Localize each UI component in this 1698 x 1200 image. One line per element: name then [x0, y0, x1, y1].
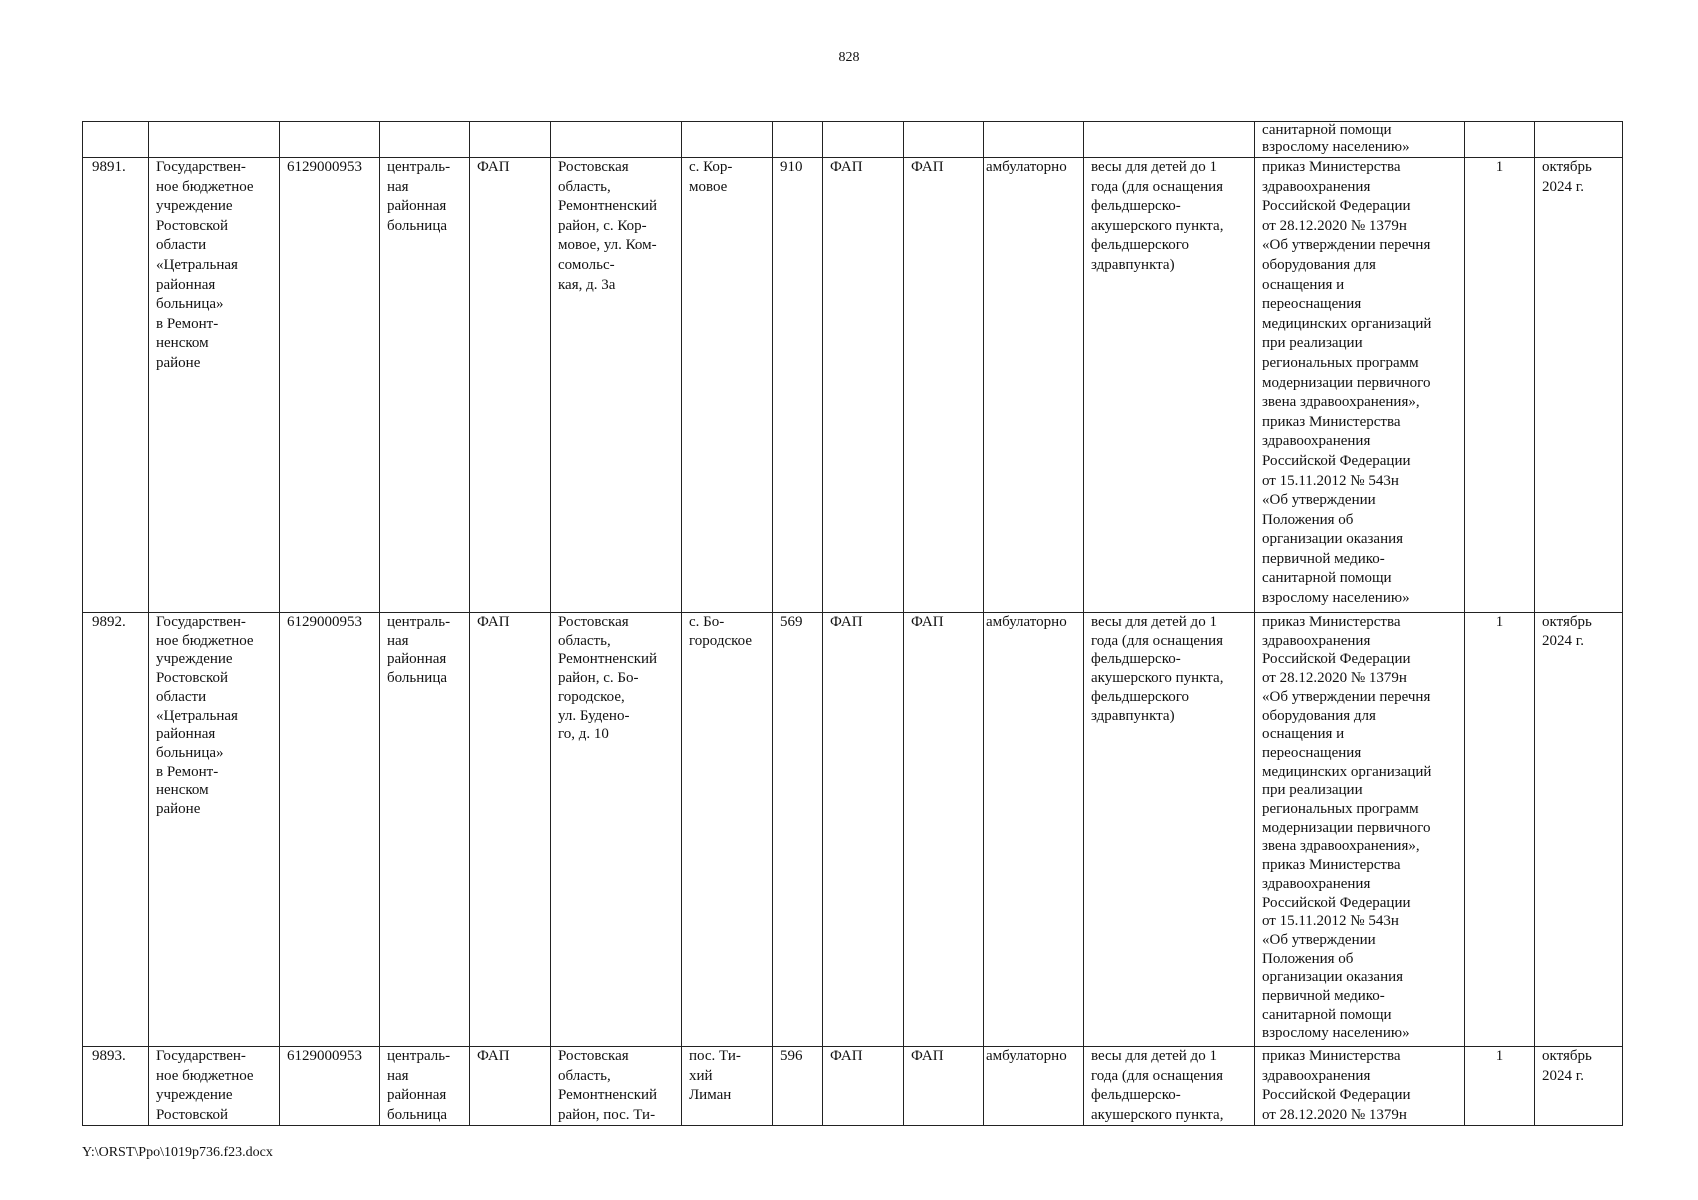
organization-line: ненском	[156, 782, 209, 799]
equipment-line: года (для оснащения	[1091, 632, 1224, 649]
cell-type	[380, 1047, 470, 1126]
order-line: приказ Министерства	[1262, 857, 1401, 874]
cell-settlement	[682, 613, 773, 1047]
date-line: 2024 г.	[1542, 1067, 1584, 1084]
type-line: больница	[387, 670, 447, 687]
cell-inn: 6129000953	[280, 1047, 380, 1126]
address-line: городское,	[558, 688, 625, 705]
date-line: 2024 г.	[1542, 178, 1584, 195]
cell-date	[1535, 613, 1623, 1047]
settlement-line: городское	[689, 632, 753, 649]
equipment-line: фельдшерско-	[1091, 198, 1181, 215]
settlement-line: с. Кор-	[689, 159, 733, 175]
organization-line: в Ремонт-	[156, 315, 219, 332]
order-line: от 15.11.2012 № 543н	[1262, 472, 1399, 489]
address-line: Ростовская	[558, 1048, 629, 1064]
organization-line: «Цетральная	[156, 256, 238, 273]
address-line: сомольс-	[558, 256, 615, 273]
equipment-line: акушерского пункта,	[1091, 1106, 1224, 1123]
organization-line: больница»	[156, 296, 224, 313]
order-line: от 15.11.2012 № 543н	[1262, 913, 1399, 930]
equipment-line: фельдшерско-	[1091, 1087, 1181, 1104]
table-row	[83, 613, 1623, 1047]
cell-address	[551, 122, 682, 158]
order-line: при реализации	[1262, 335, 1363, 352]
date-line: октябрь	[1542, 614, 1592, 630]
order-line: приказ Министерства	[1262, 614, 1401, 630]
address-line: район, пос. Ти-	[558, 1106, 656, 1123]
cell-equipment	[1084, 613, 1255, 1047]
cell-type	[380, 613, 470, 1047]
cell-population: 569	[773, 613, 823, 1047]
cell-address	[551, 158, 682, 613]
cell-unit-type-2	[904, 122, 984, 158]
equipment-line: фельдшерского	[1091, 688, 1190, 705]
organization-line: ное бюджетное	[156, 178, 254, 195]
order-line: оснащения и	[1262, 276, 1345, 293]
equipment-line: года (для оснащения	[1091, 178, 1224, 195]
organization-line: учреждение	[156, 1087, 233, 1104]
order-line: модернизации первичного	[1262, 819, 1431, 836]
order-line: региональных программ	[1262, 801, 1419, 818]
order-line: здравоохранения	[1262, 178, 1371, 195]
equipment-line: года (для оснащения	[1091, 1067, 1224, 1084]
equipment-line: весы для детей до 1	[1091, 159, 1217, 175]
organization-line: районе	[156, 354, 201, 371]
settlement-line: Лиман	[689, 1087, 732, 1104]
equipment-line: здравпункта)	[1091, 256, 1175, 273]
cell-address	[551, 1047, 682, 1126]
order-line: здравоохранения	[1262, 433, 1371, 450]
cell-unit-type-2: ФАП	[904, 613, 984, 1047]
equipment-line: фельдшерского	[1091, 237, 1190, 254]
cell-equipment	[1084, 122, 1255, 158]
order-line: медицинских организаций	[1262, 315, 1432, 332]
cell-address	[551, 613, 682, 1047]
order-line: от 28.12.2020 № 1379н	[1262, 1106, 1407, 1123]
cell-equipment	[1084, 1047, 1255, 1126]
cell-inn: 6129000953	[280, 158, 380, 613]
organization-line: области	[156, 237, 207, 254]
cell-date	[1535, 122, 1623, 158]
address-line: Ростовская	[558, 614, 629, 630]
organization-line: учреждение	[156, 198, 233, 215]
cell-type	[380, 122, 470, 158]
cell-type	[380, 158, 470, 613]
cell-quantity: 1	[1465, 613, 1535, 1047]
cell-conditions: амбулаторно	[984, 158, 1084, 613]
address-line: Ремонтненский	[558, 198, 658, 215]
type-line: больница	[387, 217, 447, 234]
address-line: Ремонтненский	[558, 1087, 658, 1104]
table-row	[83, 1047, 1623, 1126]
cell-population	[773, 122, 823, 158]
cell-inn	[280, 122, 380, 158]
order-line: Положения об	[1262, 950, 1354, 967]
address-line: область,	[558, 1067, 611, 1084]
cell-quantity	[1465, 122, 1535, 158]
order-line: взрослому населению»	[1262, 1025, 1410, 1042]
organization-line: районная	[156, 726, 216, 743]
order-line: от 28.12.2020 № 1379н	[1262, 670, 1407, 687]
order-line: Положения об	[1262, 511, 1354, 528]
address-line: Ремонтненский	[558, 651, 658, 668]
settlement-line: хий	[689, 1067, 713, 1084]
order-line: Российской Федерации	[1262, 198, 1411, 215]
cell-unit-type: ФАП	[823, 158, 904, 613]
cell-unit: ФАП	[470, 613, 551, 1047]
cell-unit-type-2: ФАП	[904, 1047, 984, 1126]
order-line: от 28.12.2020 № 1379н	[1262, 217, 1407, 234]
address-line: мовое, ул. Ком-	[558, 237, 657, 254]
cell-date	[1535, 158, 1623, 613]
order-line: организации оказания	[1262, 531, 1404, 548]
address-line: область,	[558, 632, 611, 649]
address-line: ул. Будено-	[558, 707, 630, 724]
table-body	[83, 122, 1623, 1126]
address-line: кая, д. 3а	[558, 276, 616, 293]
equipment-line: весы для детей до 1	[1091, 1048, 1217, 1064]
cell-population: 596	[773, 1047, 823, 1126]
type-line: централь-	[387, 1048, 451, 1064]
organization-line: Государствен-	[156, 614, 246, 630]
address-line: Ростовская	[558, 159, 629, 175]
cell-conditions: амбулаторно	[984, 1047, 1084, 1126]
cell-num	[83, 122, 149, 158]
type-line: районная	[387, 1087, 447, 1104]
cell-num: 9892.	[83, 613, 149, 1047]
settlement-line: пос. Ти-	[689, 1048, 741, 1064]
order-line: медицинских организаций	[1262, 763, 1432, 780]
order-line: организации оказания	[1262, 969, 1404, 986]
cell-quantity: 1	[1465, 158, 1535, 613]
type-line: централь-	[387, 159, 451, 175]
equipment-table	[82, 121, 1623, 1126]
cell-conditions: амбулаторно	[984, 613, 1084, 1047]
cell-organization	[149, 1047, 280, 1126]
organization-line: учреждение	[156, 651, 233, 668]
cell-unit-type-2: ФАП	[904, 158, 984, 613]
address-line: район, с. Кор-	[558, 217, 647, 234]
order-line: приказ Министерства	[1262, 413, 1401, 430]
order-line: взрослому населению»	[1262, 139, 1410, 155]
organization-line: Ростовской	[156, 217, 229, 234]
order-line: первичной медико-	[1262, 550, 1385, 567]
order-line: Российской Федерации	[1262, 452, 1411, 469]
address-line: область,	[558, 178, 611, 195]
organization-line: районная	[156, 276, 216, 293]
cell-order	[1255, 122, 1465, 158]
settlement-line: мовое	[689, 178, 728, 195]
order-line: первичной медико-	[1262, 988, 1385, 1005]
order-line: Российской Федерации	[1262, 894, 1411, 911]
organization-line: ное бюджетное	[156, 1067, 254, 1084]
order-line: взрослому населению»	[1262, 590, 1410, 607]
order-line: при реализации	[1262, 782, 1363, 799]
organization-line: Ростовской	[156, 670, 229, 687]
type-line: районная	[387, 198, 447, 215]
order-line: оснащения и	[1262, 726, 1345, 743]
organization-line: Ростовской	[156, 1106, 229, 1123]
order-line: переоснащения	[1262, 744, 1362, 761]
type-line: ная	[387, 632, 409, 649]
equipment-line: фельдшерско-	[1091, 651, 1181, 668]
cell-organization	[149, 158, 280, 613]
organization-line: Государствен-	[156, 159, 246, 175]
cell-num: 9893.	[83, 1047, 149, 1126]
order-line: Российской Федерации	[1262, 651, 1411, 668]
cell-settlement	[682, 158, 773, 613]
date-line: октябрь	[1542, 1048, 1592, 1064]
cell-order	[1255, 1047, 1465, 1126]
organization-line: больница»	[156, 744, 224, 761]
cell-unit-type: ФАП	[823, 1047, 904, 1126]
order-line: оборудования для	[1262, 256, 1376, 273]
organization-line: районе	[156, 801, 201, 818]
order-line: санитарной помощи	[1262, 122, 1392, 138]
type-line: централь-	[387, 614, 451, 630]
order-line: «Об утверждении перечня	[1262, 688, 1431, 705]
order-line: приказ Министерства	[1262, 1048, 1401, 1064]
cell-inn: 6129000953	[280, 613, 380, 1047]
order-line: «Об утверждении	[1262, 931, 1376, 948]
order-line: переоснащения	[1262, 296, 1362, 313]
cell-conditions	[984, 122, 1084, 158]
type-line: ная	[387, 1067, 409, 1084]
cell-unit	[470, 122, 551, 158]
equipment-line: акушерского пункта,	[1091, 670, 1224, 687]
organization-line: в Ремонт-	[156, 763, 219, 780]
order-line: региональных программ	[1262, 354, 1419, 371]
order-line: «Об утверждении	[1262, 492, 1376, 509]
page-number: 828	[838, 50, 860, 65]
equipment-line: здравпункта)	[1091, 707, 1175, 724]
order-line: приказ Министерства	[1262, 159, 1401, 175]
cell-date	[1535, 1047, 1623, 1126]
order-line: Российской Федерации	[1262, 1087, 1411, 1104]
organization-line: «Цетральная	[156, 707, 238, 724]
settlement-line: с. Бо-	[689, 614, 725, 630]
cell-num: 9891.	[83, 158, 149, 613]
equipment-line: весы для детей до 1	[1091, 614, 1217, 630]
order-line: здравоохранения	[1262, 875, 1371, 892]
cell-unit-type	[823, 122, 904, 158]
cell-equipment	[1084, 158, 1255, 613]
order-line: здравоохранения	[1262, 1067, 1371, 1084]
organization-line: Государствен-	[156, 1048, 246, 1064]
organization-line: ное бюджетное	[156, 632, 254, 649]
document-path: Y:\ORST\Ppo\1019p736.f23.docx	[82, 1145, 273, 1160]
cell-quantity: 1	[1465, 1047, 1535, 1126]
table-row-continued	[83, 122, 1623, 158]
type-line: районная	[387, 651, 447, 668]
order-line: звена здравоохранения»,	[1262, 838, 1420, 855]
date-line: октябрь	[1542, 159, 1592, 175]
address-line: район, с. Бо-	[558, 670, 639, 687]
organization-line: ненском	[156, 335, 209, 352]
order-line: модернизации первичного	[1262, 374, 1431, 391]
order-line: здравоохранения	[1262, 632, 1371, 649]
cell-unit: ФАП	[470, 158, 551, 613]
date-line: 2024 г.	[1542, 632, 1584, 649]
organization-line: области	[156, 688, 207, 705]
address-line: го, д. 10	[558, 726, 609, 743]
cell-order	[1255, 613, 1465, 1047]
table-row	[83, 158, 1623, 613]
cell-unit-type: ФАП	[823, 613, 904, 1047]
order-line: оборудования для	[1262, 707, 1376, 724]
type-line: больница	[387, 1106, 447, 1123]
cell-unit: ФАП	[470, 1047, 551, 1126]
cell-order	[1255, 158, 1465, 613]
cell-population: 910	[773, 158, 823, 613]
cell-settlement	[682, 122, 773, 158]
equipment-line: акушерского пункта,	[1091, 217, 1224, 234]
cell-settlement	[682, 1047, 773, 1126]
cell-organization	[149, 613, 280, 1047]
type-line: ная	[387, 178, 409, 195]
order-line: санитарной помощи	[1262, 570, 1392, 587]
cell-organization	[149, 122, 280, 158]
order-line: звена здравоохранения»,	[1262, 394, 1420, 411]
order-line: «Об утверждении перечня	[1262, 237, 1431, 254]
order-line: санитарной помощи	[1262, 1006, 1392, 1023]
